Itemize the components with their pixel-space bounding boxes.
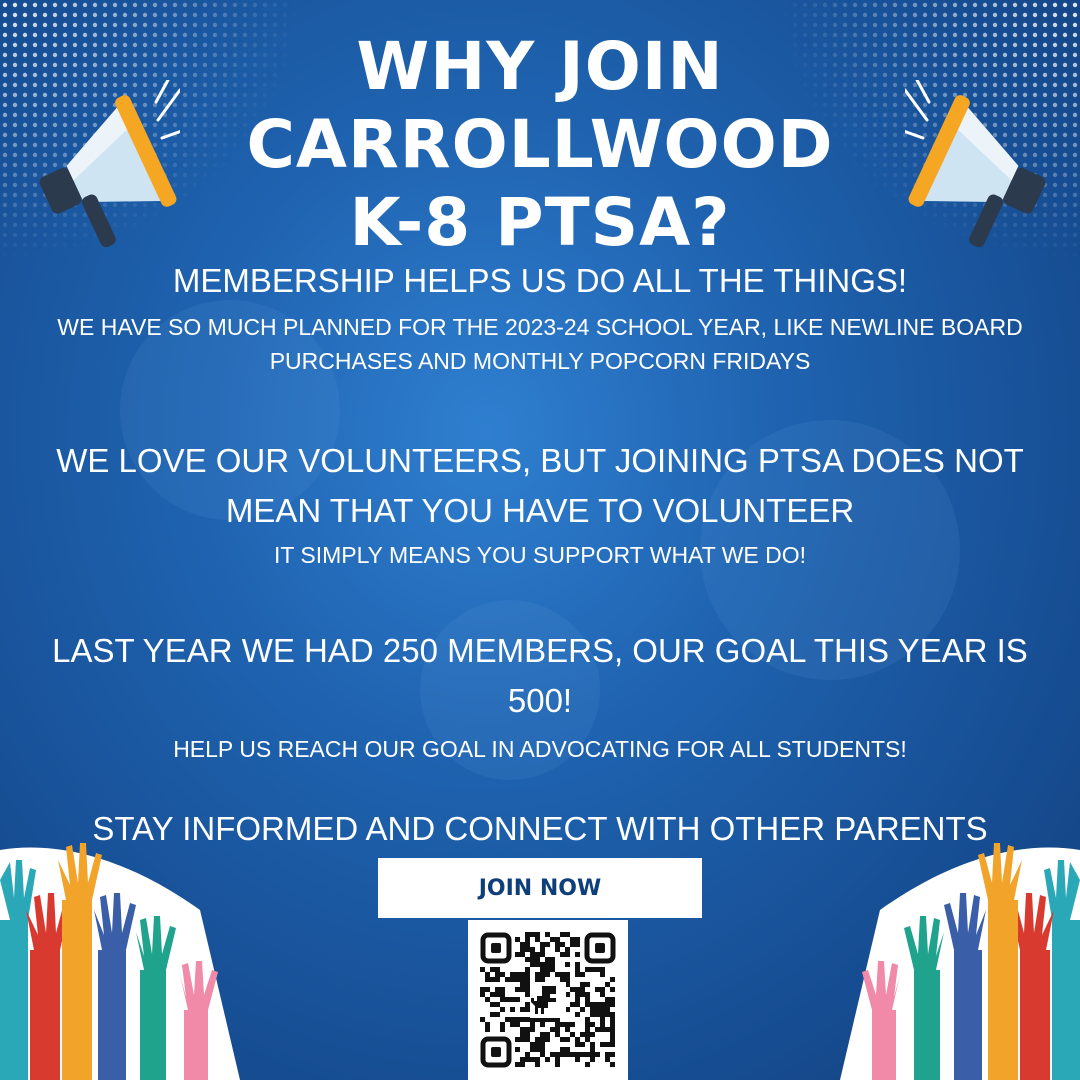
join-now-button[interactable]: JOIN NOW	[378, 858, 702, 918]
goal-heading-line-2: 500!	[507, 682, 573, 719]
goal-heading-line-1: LAST YEAR WE HAD 250 MEMBERS, OUR GOAL THIS YEAR IS	[52, 632, 1028, 669]
qr-code[interactable]	[468, 920, 628, 1080]
title-line-3: K-8 PTSA?	[349, 184, 731, 261]
raised-hands-illustration	[0, 840, 240, 1080]
connect-heading: STAY INFORMED AND CONNECT WITH OTHER PARENTS	[92, 810, 988, 847]
volunteer-heading-line-1: WE LOVE OUR VOLUNTEERS, BUT JOINING PTSA DOES NOT	[56, 442, 1024, 479]
goal-subtext: HELP US REACH OUR GOAL IN ADVOCATING FOR ALL STUDENTS!	[173, 736, 907, 762]
title-line-1: WHY JOIN	[356, 28, 724, 105]
volunteer-heading-line-2: MEAN THAT YOU HAVE TO VOLUNTEER	[225, 492, 855, 529]
raised-hands-illustration	[840, 840, 1080, 1080]
dinosaur-icon	[530, 982, 566, 1018]
membership-heading: MEMBERSHIP HELPS US DO ALL THE THINGS!	[172, 262, 908, 299]
membership-text-line-1: WE HAVE SO MUCH PLANNED FOR THE 2023-24 SCHOOL YEAR, LIKE NEWLINE BOARD	[57, 314, 1023, 340]
page-title	[0, 28, 1080, 262]
membership-text-line-2: PURCHASES AND MONTHLY POPCORN FRIDAYS	[269, 348, 811, 374]
title-line-2: CARROLLWOOD	[246, 106, 834, 183]
volunteer-subtext: IT SIMPLY MEANS YOU SUPPORT WHAT WE DO!	[273, 542, 807, 568]
